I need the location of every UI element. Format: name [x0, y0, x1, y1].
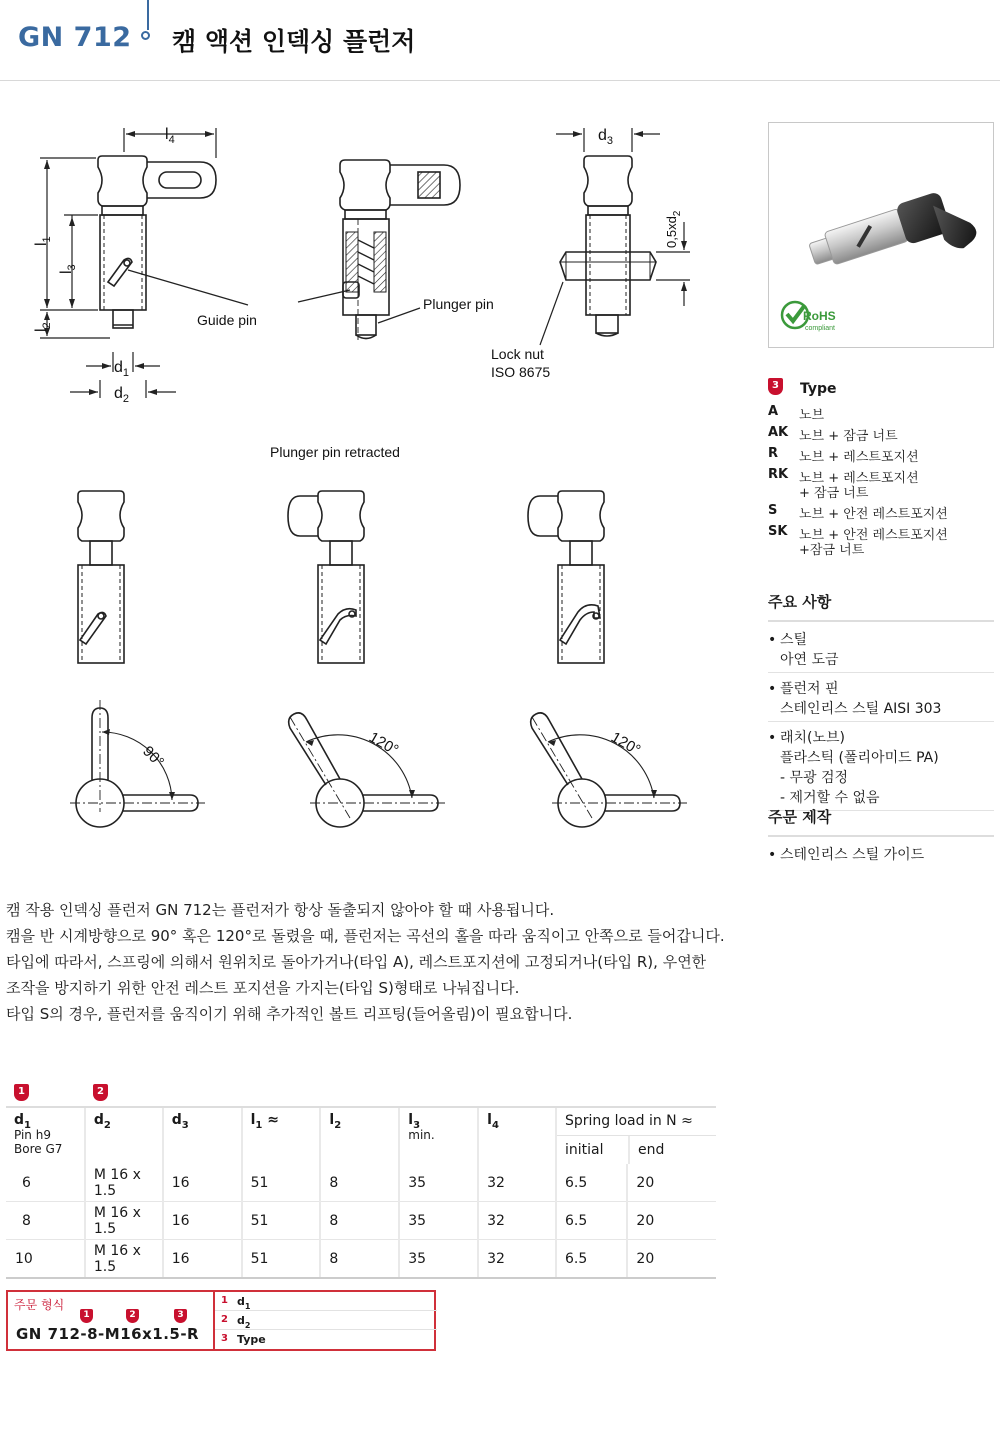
- svg-text:RoHS: RoHS: [803, 309, 836, 323]
- custom-heading: 주문 제작: [768, 806, 994, 837]
- dim-l2: $l_2$: [33, 322, 53, 332]
- specs-heading: 주요 사항: [768, 591, 994, 622]
- description: 캠 작용 인덱싱 플런저 GN 712는 플런저가 항상 돌출되지 않아야 할 때 사용됩니다. 캠을 반 시계방향으로 90° 혹은 120°로 돌렸을 때, 플런저는 곡선의 홀을 따라 움직이고 안쪽으로 들어갑니다. 타입에 따라서, 스프링에 의해서 원위치로 돌아가거나(타입 A), 레스트포지션에 고정되거나(타입 R), 우연한 조작을 방지하기 위한 안전 레스트 포지션을 가지는(타입 S)형태로 나눠집니다. 타입 S의 경우, 플런저를 움직이기 위해 추가적인 볼트 리프팅(들어올림)이 필요합니다.: [6, 901, 725, 1023]
- col-end: end: [628, 1136, 716, 1164]
- label-angle-90: 90°: [139, 742, 168, 771]
- dim-d2: $d_2$: [114, 385, 130, 405]
- retracted-view-r: [288, 491, 364, 663]
- rohs-logo: [782, 302, 836, 332]
- rotation-view-120b: [531, 713, 687, 827]
- order-legend: [213, 1292, 437, 1349]
- product-code: GN 712: [18, 22, 132, 53]
- label-angle-120b: 120°: [608, 728, 644, 759]
- label-lock-nut-std: ISO 8675: [491, 364, 551, 380]
- order-label: 주문 형식: [14, 1298, 65, 1312]
- type-heading-label: Type: [800, 381, 837, 397]
- header-divider-line: [147, 0, 149, 30]
- table-row: 8 M 16 x 1.5 16 51 8 35 32 6.5 20: [6, 1202, 716, 1240]
- type-list: A 노브 AK 노브 + 잠금 너트 R 노브 + 레스트포지션 RK 노브 + 레스트포지션 + 잠금 너트 S 노브 + 안전 레스트포지션 SK 노브 + 안전 레스트포지션 +잠금 너트: [768, 404, 948, 558]
- col-d2: $d_2$: [85, 1107, 163, 1164]
- col-d3: $d_3$: [163, 1107, 242, 1164]
- svg-text:compliant: compliant: [805, 325, 835, 332]
- section-view: [298, 160, 494, 340]
- order-example-box: [6, 1290, 436, 1351]
- order-legend-row: 1 $d_1$: [215, 1292, 437, 1311]
- custom-item: • 스테인리스 스틸 가이드: [768, 847, 925, 863]
- specs-section: [768, 591, 994, 811]
- order-legend-row: 2 $d_2$: [215, 1311, 437, 1330]
- page-title: 캠 액션 인덱싱 플런저: [172, 27, 416, 56]
- dim-l1: $l_1$: [33, 236, 53, 246]
- side-view-lock-nut: [491, 127, 690, 380]
- spec-item: • 플런저 핀 스테인리스 스틸 AISI 303: [768, 679, 994, 722]
- rotation-view-120a: [289, 713, 445, 827]
- product-photo: [768, 122, 994, 348]
- label-plunger-pin: Plunger pin: [423, 296, 494, 312]
- table-row: 10 M 16 x 1.5 16 51 8 35 32 6.5 20: [6, 1240, 716, 1279]
- order-badge-2: 2: [126, 1309, 139, 1323]
- label-lock-nut: Lock nut: [491, 346, 544, 362]
- col-initial: initial: [564, 1142, 604, 1158]
- order-legend-row: 3 Type: [221, 1333, 266, 1346]
- order-badge-1: 1: [80, 1309, 93, 1323]
- col-spring-load: Spring load in N ≈ initial end: [556, 1107, 716, 1164]
- spec-item: • 스틸 아연 도금: [768, 630, 994, 673]
- col-l1: $l_1$ ≈: [242, 1107, 321, 1164]
- retracted-view-a: [78, 491, 124, 663]
- dim-l3: $l_3$: [58, 264, 78, 274]
- technical-drawings: [0, 100, 760, 860]
- type-heading: [768, 378, 994, 402]
- badge-2: 2: [93, 1084, 108, 1101]
- dimension-table: [6, 1106, 716, 1279]
- col-l2: $l_2$: [320, 1107, 399, 1164]
- dim-d3: $d_3$: [598, 127, 614, 147]
- table-row: 6 M 16 x 1.5 16 51 8 35 32 6.5 20: [6, 1164, 716, 1202]
- header-rule: [0, 80, 1000, 81]
- order-badge-3: 3: [174, 1309, 187, 1323]
- table-header-row: [6, 1107, 716, 1164]
- spec-item: • 래치(노브) 플라스틱 (폴리아미드 PA) - 무광 검정 - 제거할 수 없음: [768, 728, 994, 811]
- product-image: [769, 123, 993, 347]
- col-l4: $l_4$: [478, 1107, 556, 1164]
- custom-section: [768, 806, 994, 867]
- rotation-view-90: [70, 700, 205, 827]
- badge-3: 3: [768, 378, 783, 395]
- label-angle-120a: 120°: [366, 728, 402, 759]
- badge-1: 1: [14, 1084, 29, 1101]
- label-retracted: Plunger pin retracted: [270, 444, 400, 460]
- retracted-view-s: [528, 491, 604, 663]
- dim-d1: $d_1$: [114, 359, 130, 379]
- dim-half-d2: $0,5xd_2$: [664, 210, 683, 248]
- label-guide-pin: Guide pin: [197, 312, 257, 328]
- header-divider-dot: [141, 31, 150, 40]
- front-view-dimensioned: [33, 126, 257, 405]
- col-l3: $l_3$ min.: [399, 1107, 478, 1164]
- dim-l4: $l_4$: [165, 126, 175, 146]
- col-d1: $d_1$ Pin h9 Bore G7: [6, 1107, 85, 1164]
- order-code: GN 712-8-M16x1.5-R: [16, 1325, 200, 1343]
